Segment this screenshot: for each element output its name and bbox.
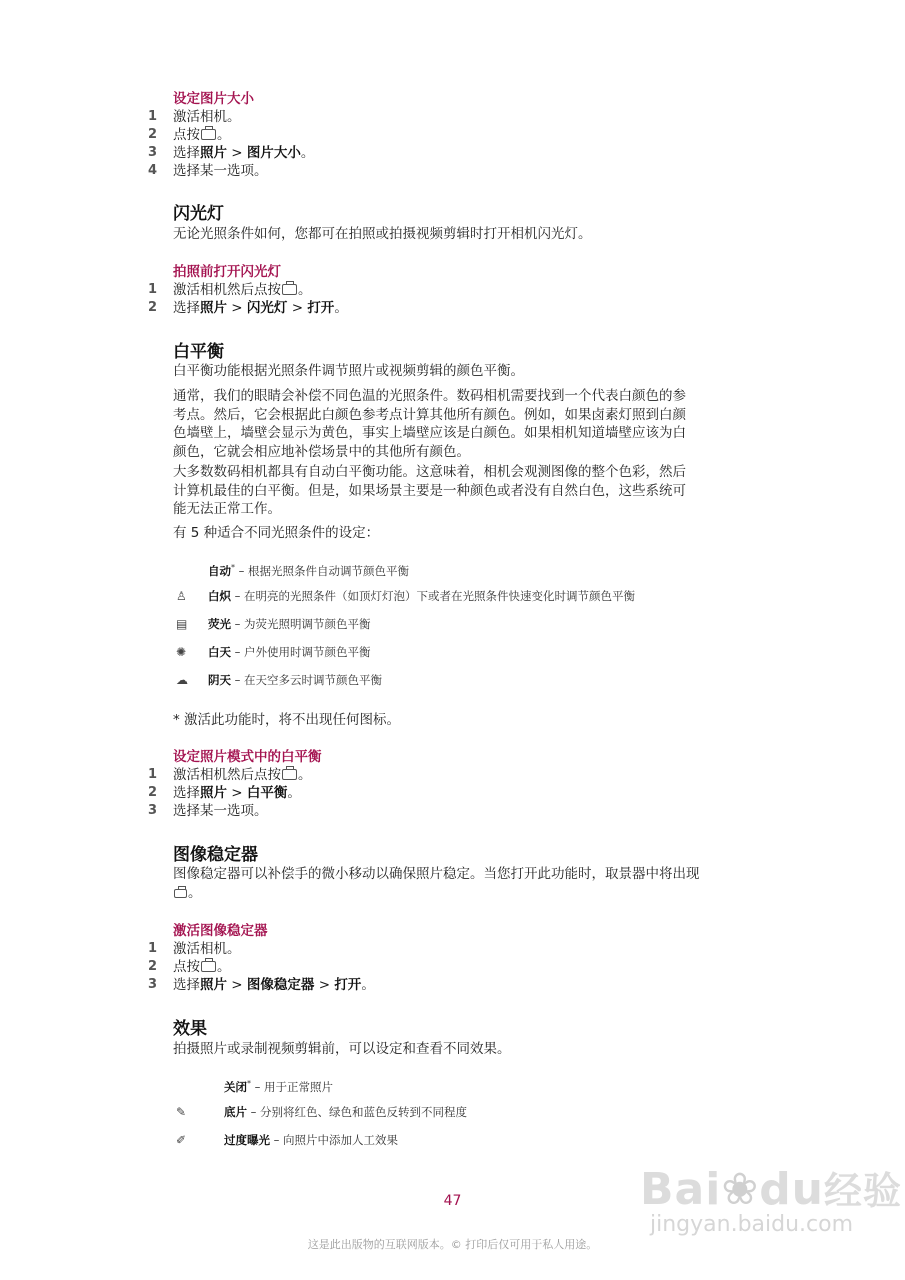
stabilizer-icon	[174, 889, 187, 898]
text: 激活相机然后点按	[173, 282, 281, 298]
separator: >	[227, 977, 247, 993]
text: 。	[298, 767, 312, 783]
menu-path-item: 图像稳定器	[246, 977, 315, 993]
page-number: 47	[443, 1193, 462, 1209]
step-number: 2	[148, 785, 158, 800]
wb-paragraph-1: 白平衡功能根据光照条件调节照片或视频剪辑的颜色平衡。	[173, 363, 524, 379]
step-number: 2	[148, 127, 158, 142]
step-text: 选择某一选项。	[173, 163, 268, 179]
text: 。	[334, 300, 348, 316]
cloudy-icon: ☁	[176, 673, 188, 687]
step-number: 2	[148, 300, 158, 315]
step-number: 3	[148, 145, 158, 160]
heading-flash: 闪光灯	[173, 204, 224, 224]
proc-title-stabilizer: 激活图像稳定器	[173, 923, 268, 939]
text-line: 大多数数码相机都具有自动白平衡功能。这意味着，相机会观测图像的整个色彩，然后	[173, 464, 686, 480]
proc-title-picture-size: 设定图片大小	[173, 91, 254, 107]
step-number: 1	[148, 941, 158, 956]
step-text	[173, 784, 301, 802]
option-description: – 为荧光照明调节颜色平衡	[231, 617, 371, 631]
option-name: 过度曝光	[224, 1133, 270, 1147]
watermark-brand: Bai	[640, 1164, 722, 1215]
step-number: 1	[148, 767, 158, 782]
option-name: 阴天	[208, 673, 231, 687]
option-name: 底片	[224, 1105, 247, 1119]
menu-path-item: 照片	[200, 785, 227, 801]
option-description: – 分别将红色、绿色和蓝色反转到不同程度	[247, 1105, 468, 1119]
footnote-mark: *	[247, 1079, 251, 1088]
proc-title-flash: 拍照前打开闪光灯	[173, 264, 281, 280]
text: 。	[217, 959, 231, 975]
text: 点按	[173, 127, 200, 143]
text: 选择	[173, 300, 200, 316]
menu-path-item: 照片	[200, 300, 227, 316]
step-text: 激活相机。	[173, 109, 241, 125]
stabilizer-description	[173, 865, 773, 902]
watermark-cn: 经验	[824, 1169, 903, 1213]
option-name: 荧光	[208, 617, 231, 631]
step-text	[173, 144, 314, 162]
camera-settings-icon	[201, 961, 216, 972]
text: 。	[361, 977, 375, 993]
option-description: – 向照片中添加人工效果	[270, 1133, 399, 1147]
option-name: 关闭	[224, 1079, 247, 1094]
menu-path-item: 照片	[200, 977, 227, 993]
step-number: 1	[148, 282, 158, 297]
step-number: 4	[148, 163, 158, 178]
heading-image-stabilizer: 图像稳定器	[173, 845, 258, 865]
text-line: 考点。然后，它会根据此白颜色参考点计算其他所有颜色。例如，如果卤素灯照到白颜	[173, 406, 686, 423]
text: 。	[300, 145, 315, 161]
text-line: 能无法正常工作。	[173, 501, 281, 517]
option-description: – 在天空多云时调节颜色平衡	[231, 673, 383, 687]
negative-icon: ✎	[176, 1105, 187, 1119]
option-name: 白炽	[208, 589, 231, 603]
option-name: 自动	[208, 563, 231, 578]
menu-path-item: 照片	[200, 145, 227, 161]
watermark-brand: du	[759, 1164, 825, 1215]
text-line: 图像稳定器可以补偿手的微小移动以确保照片稳定。当您打开此功能时，取景器中将出现	[173, 866, 700, 882]
overexposure-icon: ✐	[176, 1133, 187, 1147]
option-description: – 在明亮的光照条件（如顶灯灯泡）下或者在光照条件快速变化时调节颜色平衡	[231, 589, 636, 603]
option-description: – 用于正常照片	[251, 1079, 334, 1094]
menu-path-item: 打开	[334, 977, 362, 993]
wb-paragraph-2	[173, 387, 773, 461]
text-line: 通常，我们的眼睛会补偿不同色温的光照条件。数码相机需要找到一个代表白颜色的参	[173, 388, 686, 404]
step-number: 3	[148, 977, 158, 992]
wb-footnote: * 激活此功能时，将不出现任何图标。	[173, 712, 401, 728]
text: 选择	[173, 785, 200, 801]
step-number: 1	[148, 109, 158, 124]
option-description: – 户外使用时调节颜色平衡	[231, 645, 371, 659]
text: 选择	[173, 145, 200, 161]
text: 点按	[173, 959, 200, 975]
text: 。	[298, 282, 312, 298]
separator: >	[227, 785, 247, 801]
text-line: 计算机最佳的白平衡。但是，如果场景主要是一种颜色或者没有自然白色，这些系统可	[173, 482, 686, 499]
step-text	[173, 958, 231, 976]
menu-path-item: 闪光灯	[246, 300, 288, 316]
footer-notice: 这是此出版物的互联网版本。© 打印后仅可用于私人用途。	[307, 1238, 598, 1251]
step-text	[173, 281, 312, 299]
step-text	[173, 766, 312, 784]
heading-effects: 效果	[173, 1019, 207, 1039]
separator: >	[287, 300, 308, 316]
step-text	[173, 299, 348, 317]
camera-settings-icon	[282, 769, 297, 780]
text-line: 颜色，它就会相应地补偿场景中的其他所有颜色。	[173, 443, 470, 460]
text: 。	[188, 884, 202, 901]
step-text	[173, 976, 375, 994]
daylight-icon: ✺	[176, 645, 187, 659]
camera-settings-icon	[282, 284, 297, 295]
option-description: – 根据光照条件自动调节颜色平衡	[235, 563, 410, 578]
step-text: 选择某一选项。	[173, 803, 268, 819]
footnote-mark: *	[231, 563, 235, 572]
paw-icon: ❀	[721, 1164, 760, 1215]
step-text: 激活相机。	[173, 941, 241, 957]
text: 激活相机然后点按	[173, 767, 281, 783]
step-number: 3	[148, 803, 158, 818]
menu-path-item: 打开	[307, 300, 335, 316]
separator: >	[314, 977, 335, 993]
separator: >	[227, 145, 247, 161]
option-name: 白天	[208, 645, 231, 659]
wb-paragraph-4: 有 5 种适合不同光照条件的设定：	[173, 525, 380, 541]
text-line	[173, 884, 773, 903]
text: 。	[217, 127, 231, 143]
watermark-url: jingyan.baidu.com	[650, 1212, 854, 1237]
separator: >	[227, 300, 247, 316]
step-number: 2	[148, 959, 158, 974]
wb-paragraph-3	[173, 463, 773, 519]
text: 。	[287, 785, 301, 801]
menu-path-item: 图片大小	[246, 145, 301, 161]
menu-path-item: 白平衡	[246, 785, 288, 801]
flash-description: 无论光照条件如何，您都可在拍照或拍摄视频剪辑时打开相机闪光灯。	[173, 226, 592, 242]
text: 选择	[173, 977, 200, 993]
proc-title-white-balance: 设定照片模式中的白平衡	[173, 749, 322, 765]
step-text	[173, 126, 231, 144]
fluorescent-icon: ▤	[176, 617, 188, 631]
effects-description: 拍摄照片或录制视频剪辑前，可以设定和查看不同效果。	[173, 1041, 511, 1057]
heading-white-balance: 白平衡	[173, 342, 224, 362]
text-line: 色墙壁上，墙壁会显示为黄色，事实上墙壁应该是白颜色。如果相机知道墙壁应该为白	[173, 425, 686, 441]
incandescent-icon: ♙	[176, 589, 187, 603]
camera-settings-icon	[201, 129, 216, 140]
